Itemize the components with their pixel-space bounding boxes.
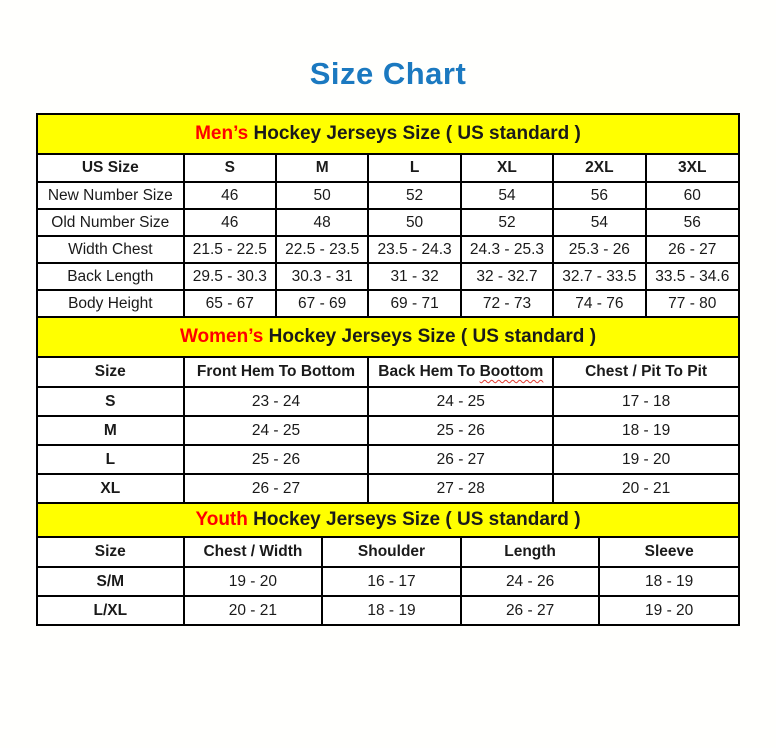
size-value-cell: 56 [553,182,645,209]
page-title: Size Chart [309,56,467,91]
size-value-cell: 26 - 27 [646,236,738,263]
column-header-size: Size [38,358,184,387]
table-row [38,290,738,317]
size-value-cell: 72 - 73 [461,290,553,317]
row-label: XL [38,474,184,503]
size-value-cell: 19 - 20 [645,601,694,619]
size-value-cell: 29.5 - 30.3 [184,263,276,290]
misspelled-word: Boottom [479,363,544,380]
size-value-cell: 33.5 - 34.6 [646,263,738,290]
size-value-cell: 20 - 21 [553,474,738,503]
row-label: New Number Size [38,182,184,209]
row-label: L/XL [38,596,184,624]
size-value-cell: 20 - 21 [184,596,323,624]
row-label: S [38,387,184,416]
size-value-cell: 32.7 - 33.5 [553,263,645,290]
size-value-cell: 17 - 18 [553,387,738,416]
size-value-cell: 25 - 26 [368,416,553,445]
size-value-cell: 22.5 - 23.5 [276,236,368,263]
table-row [38,416,738,445]
size-value-cell: 32 - 32.7 [461,263,553,290]
table-row [38,474,738,503]
column-header-shoulder: Shoulder [322,538,461,567]
column-header-chest-pit: Chest / Pit To Pit [553,358,738,387]
youth-section-title [38,504,738,538]
table-row [38,209,738,236]
size-value-cell: 46 [184,182,276,209]
size-value-cell: 74 - 76 [553,290,645,317]
size-value-cell: 67 - 69 [276,290,368,317]
youth-size-table [38,538,738,624]
size-chart-page [0,56,776,626]
column-header-l: L [368,155,460,182]
column-header-front-hem: Front Hem To Bottom [184,358,369,387]
table-row [38,567,738,596]
size-value-cell: 18 - 19 [553,416,738,445]
mens-label: Men’s [195,123,249,144]
column-header-size: Size [38,538,184,567]
size-value-cell: 16 - 17 [322,567,461,596]
womens-size-table [38,358,738,504]
size-value-cell: 24 - 26 [461,567,600,596]
size-value-cell: 77 - 80 [646,290,738,317]
table-row [38,596,738,624]
size-value-cell: 24 - 25 [184,416,369,445]
size-value-cell: 52 [368,182,460,209]
column-header-back-hem [368,358,553,387]
mens-section-title [38,115,738,155]
mens-title-rest: Hockey Jerseys Size ( US standard ) [248,123,581,144]
column-header-m: M [276,155,368,182]
size-value-cell: 23 - 24 [184,387,369,416]
column-header-us-size: US Size [38,155,184,182]
size-value-cell: 54 [553,209,645,236]
row-label: Back Length [38,263,184,290]
womens-section-title [38,318,738,358]
row-label: S/M [38,567,184,596]
column-header-chest-width: Chest / Width [184,538,323,567]
size-value-cell: 60 [646,182,738,209]
size-value-cell: 27 - 28 [368,474,553,503]
youth-header-row [38,538,738,567]
womens-header-row [38,358,738,387]
size-value-cell: 56 [646,209,738,236]
size-value-cell: 31 - 32 [368,263,460,290]
row-label: M [38,416,184,445]
size-chart-tables [36,113,740,626]
size-value-cell: 19 - 20 [553,445,738,474]
size-value-cell: 54 [461,182,553,209]
size-value-cell: 19 - 20 [184,567,323,596]
size-value-cell: 52 [461,209,553,236]
size-value-cell: 46 [184,209,276,236]
size-value-cell: 24 - 25 [368,387,553,416]
size-value-cell: 23.5 - 24.3 [368,236,460,263]
size-value-cell: 25.3 - 26 [553,236,645,263]
youth-label: Youth [195,509,248,530]
size-value-cell: 21.5 - 22.5 [184,236,276,263]
size-value-cell: 30.3 - 31 [276,263,368,290]
table-row [38,182,738,209]
youth-title-rest: Hockey Jerseys Size ( US standard ) [247,509,581,530]
size-value-cell: 48 [276,209,368,236]
mens-header-row [38,155,738,182]
column-header-3xl: 3XL [646,155,738,182]
size-value-cell: 65 - 67 [184,290,276,317]
row-label: Old Number Size [38,209,184,236]
womens-label: Women’s [179,326,264,347]
column-header-xl: XL [461,155,553,182]
size-value-cell: 18 - 19 [322,596,461,624]
size-value-cell: 26 - 27 [184,474,369,503]
size-value-cell: 26 - 27 [368,445,553,474]
back-hem-text: Back Hem To [378,363,480,380]
mens-size-table [38,155,738,318]
size-value-cell: 50 [368,209,460,236]
size-value-cell: 26 - 27 [461,596,600,624]
column-header-s: S [184,155,276,182]
row-label: Body Height [38,290,184,317]
table-row [38,445,738,474]
table-row [38,236,738,263]
row-label: L [38,445,184,474]
size-value-cell: 24.3 - 25.3 [461,236,553,263]
womens-title-rest: Hockey Jerseys Size ( US standard ) [263,326,597,347]
table-row [38,387,738,416]
column-header-2xl: 2XL [553,155,645,182]
column-header-length: Length [461,538,600,567]
table-row [38,263,738,290]
size-value-cell: 69 - 71 [368,290,460,317]
size-value-cell: 50 [276,182,368,209]
size-value-cell: 25 - 26 [184,445,369,474]
size-value-cell: 18 - 19 [599,567,738,596]
row-label: Width Chest [38,236,184,263]
column-header-sleeve: Sleeve [599,538,738,567]
